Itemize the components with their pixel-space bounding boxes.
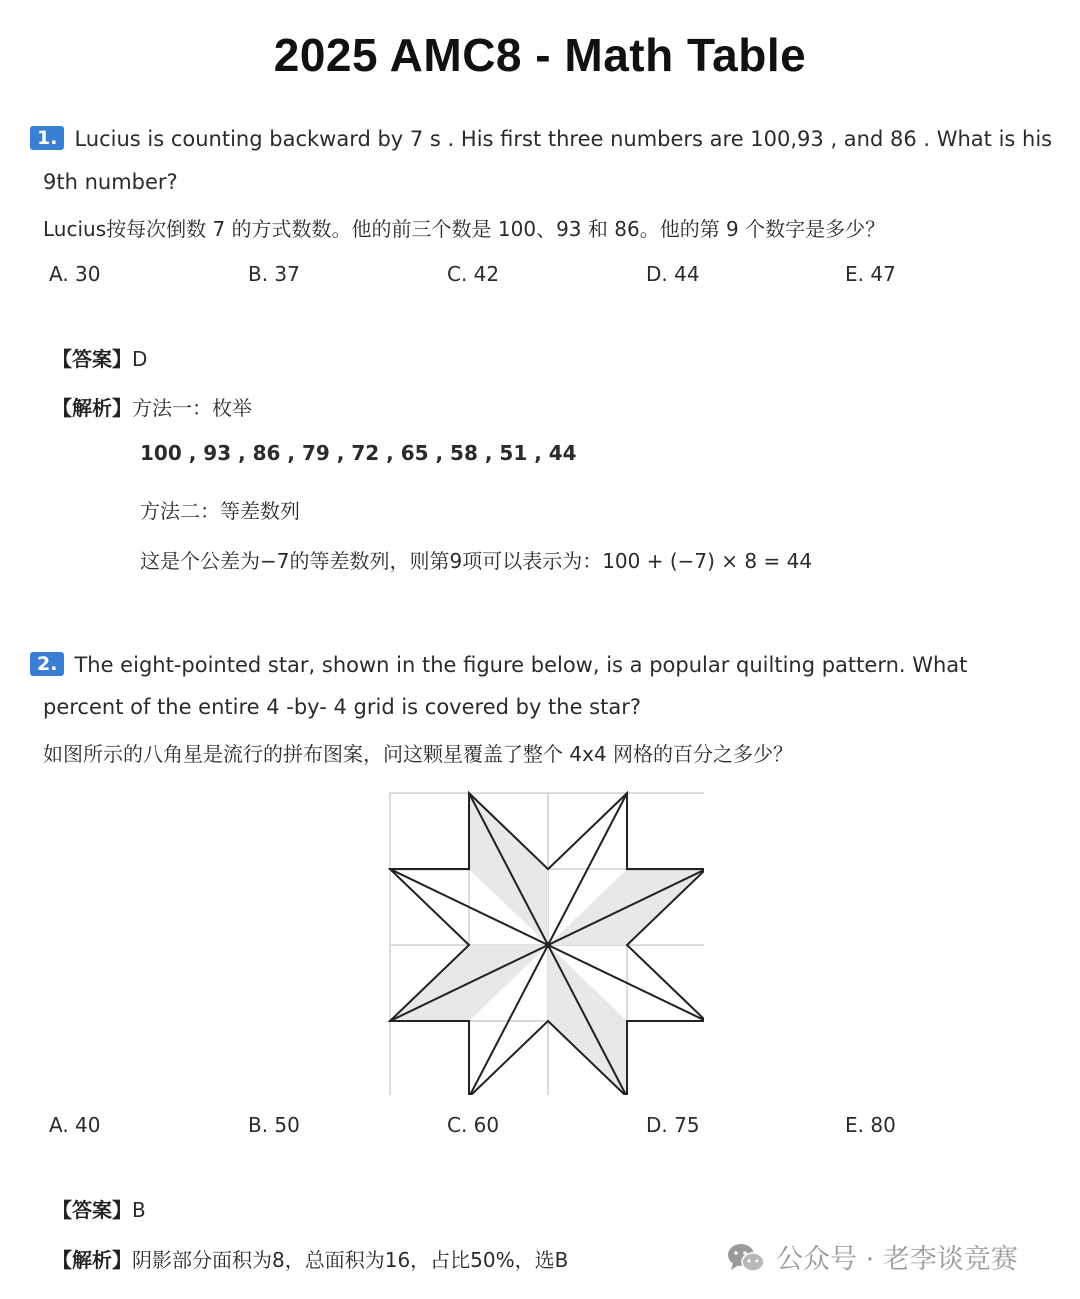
q2-choice-a: A. 40 — [49, 1113, 101, 1137]
q1-text-line2: 9th number? — [43, 170, 178, 194]
q1-answer-value: D — [132, 347, 148, 371]
q1-text-line1 — [30, 126, 1052, 151]
q2-choice-e: E. 80 — [845, 1113, 896, 1137]
q1-analysis-label: 【解析】 — [52, 396, 132, 420]
watermark-text: 公众号 · 老李谈竞赛 — [776, 1244, 1018, 1275]
q2-choice-b: B. 50 — [248, 1113, 300, 1137]
star-center-dot — [545, 942, 551, 948]
q2-text-line2: percent of the entire 4 -by- 4 grid is covered by the star? — [43, 695, 642, 719]
q1-explanation: 这是个公差为−7的等差数列，则第9项可以表示为：100 + (−7) × 8 = 44 — [140, 549, 813, 573]
q2-explanation: 阴影部分面积为8，总面积为16，占比50%，选B — [132, 1248, 569, 1272]
q1-method2: 方法二：等差数列 — [140, 499, 300, 523]
q2-choice-c: C. 60 — [447, 1113, 500, 1137]
q1-analysis — [52, 392, 252, 421]
q2-analysis — [52, 1244, 568, 1273]
watermark — [726, 1237, 1018, 1276]
eight-pointed-star-figure — [388, 791, 704, 1095]
q1-sequence: 100 , 93 , 86 , 79 , 72 , 65 , 58 , 51 , 44 — [140, 441, 577, 465]
q2-text-line1 — [30, 652, 967, 677]
q1-choice-c: C. 42 — [447, 262, 500, 286]
q1-answer-label: 【答案】 — [52, 347, 132, 371]
q2-answer-value: B — [132, 1198, 146, 1222]
q2-answer-label: 【答案】 — [52, 1198, 132, 1222]
wechat-icon — [726, 1242, 766, 1274]
q1-text-cn: Lucius按每次倒数 7 的方式数数。他的前三个数是 100、93 和 86。他的第 9 个数字是多少？ — [43, 217, 886, 241]
q1-choice-b: B. 37 — [248, 262, 300, 286]
q2-choice-d: D. 75 — [646, 1113, 700, 1137]
q2-answer — [52, 1194, 146, 1223]
q1-method1: 方法一：枚举 — [132, 396, 252, 420]
q1-text-line1-content: Lucius is counting backward by 7 s . His first three numbers are 100,93 , and 86 . What is his — [74, 127, 1053, 151]
q1-choice-d: D. 44 — [646, 262, 700, 286]
q1-answer — [52, 343, 147, 372]
q2-analysis-label: 【解析】 — [52, 1248, 132, 1272]
q2-text-cn: 如图所示的八角星是流行的拼布图案，问这颗星覆盖了整个 4x4 网格的百分之多少？ — [43, 742, 793, 766]
page-title: 2025 AMC8 - Math Table — [273, 29, 807, 81]
q1-choice-a: A. 30 — [49, 262, 101, 286]
q1-number-badge: 1. — [30, 126, 64, 150]
q2-number-badge: 2. — [30, 652, 64, 676]
q1-choice-e: E. 47 — [845, 262, 896, 286]
q2-text-line1-content: The eight-pointed star, shown in the figure below, is a popular quilting pattern. What — [74, 653, 968, 677]
